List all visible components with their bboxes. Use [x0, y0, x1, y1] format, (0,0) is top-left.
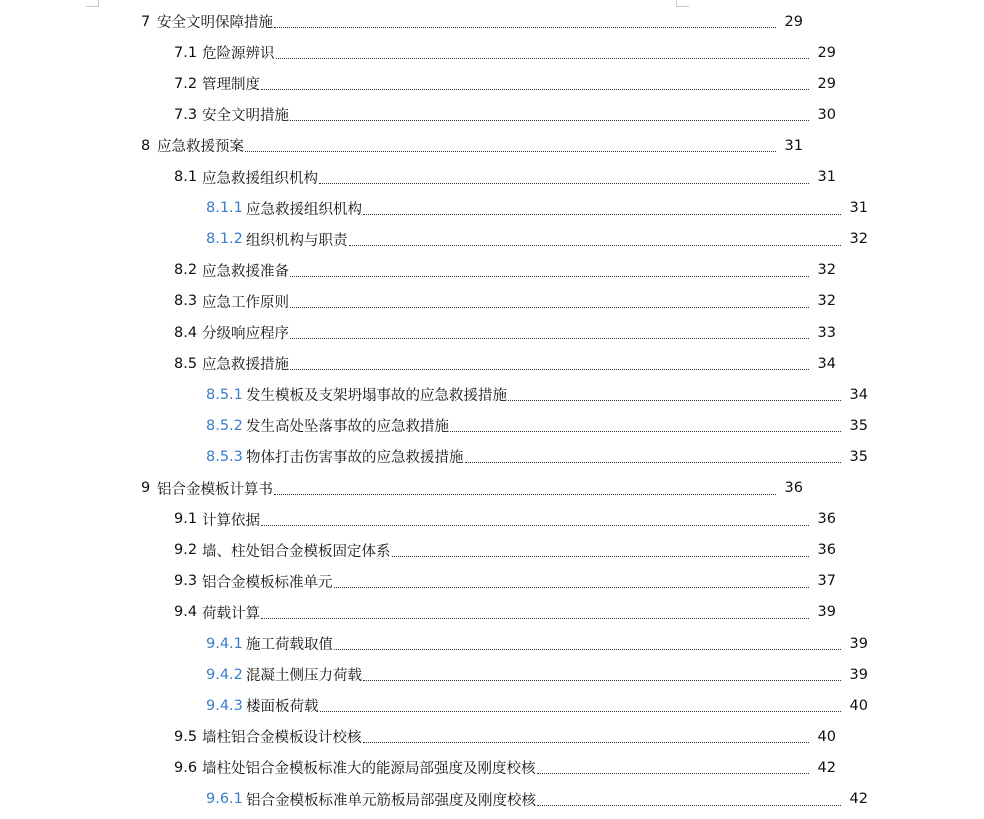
toc-entry[interactable]	[0, 690, 984, 721]
toc-entry-title: 墙柱铝合金模板设计校核	[202, 730, 362, 747]
toc-entry-title: 荷载计算	[202, 605, 260, 622]
toc-entry-page-number: 40	[849, 697, 868, 714]
toc-entry[interactable]	[0, 473, 919, 504]
toc-entry[interactable]	[0, 162, 952, 193]
toc-entry-page-number: 30	[817, 106, 836, 123]
toc-entry-title: 物体打击伤害事故的应急救援措施	[246, 450, 464, 467]
toc-entry-title: 危险源辨识	[202, 46, 275, 63]
toc-entry-page-number: 36	[784, 480, 803, 496]
toc-entry-page-number: 40	[817, 728, 836, 745]
toc-entry[interactable]	[0, 659, 984, 690]
toc-entry[interactable]	[0, 721, 952, 752]
toc-entry-page-number: 32	[817, 293, 836, 310]
toc-entry-number: 8.5.3	[206, 448, 243, 465]
toc-entry-page-number: 34	[817, 355, 836, 372]
toc-entry-page-number: 35	[849, 417, 868, 434]
toc-entry-page-number: 39	[849, 666, 868, 683]
toc-entry-number: 7	[141, 13, 151, 30]
toc-dot-leader	[334, 648, 841, 650]
toc-entry-number: 8.3	[174, 293, 198, 310]
toc-entry-title: 组织机构与职责	[246, 232, 348, 249]
toc-entry[interactable]	[0, 130, 919, 161]
toc-entry-number: 9.5	[174, 728, 198, 745]
toc-entry-title: 铝合金模板标准单元	[202, 574, 333, 591]
toc-entry-number: 9.1	[174, 511, 198, 528]
toc-entry-title: 分级响应程序	[202, 326, 289, 342]
toc-entry[interactable]	[0, 224, 984, 255]
toc-entry-page-number: 31	[849, 200, 868, 217]
toc-entry-title: 墙、柱处铝合金模板固定体系	[202, 543, 391, 560]
toc-dot-leader	[290, 119, 809, 121]
toc-entry-page-number: 32	[849, 231, 868, 248]
toc-entry-title: 应急工作原则	[202, 294, 289, 311]
toc-entry-title: 楼面板荷载	[246, 699, 319, 716]
toc-entry[interactable]	[0, 286, 952, 317]
toc-entry-number: 7.3	[174, 106, 198, 123]
toc-entry-title: 施工荷载取值	[246, 637, 333, 653]
toc-entry-number: 9.3	[174, 573, 198, 590]
toc-dot-leader	[537, 772, 810, 774]
toc-dot-leader	[320, 710, 842, 712]
toc-entry-number: 9.6	[174, 759, 198, 776]
toc-entry-number: 9.4.3	[206, 697, 243, 714]
toc-entry-page-number: 32	[817, 262, 836, 279]
toc-dot-leader	[349, 244, 842, 246]
toc-entry-title: 混凝土侧压力荷载	[246, 668, 362, 685]
toc-entry-title: 应急救援准备	[202, 263, 289, 280]
toc-dot-leader	[508, 399, 841, 401]
toc-entry[interactable]	[0, 99, 952, 130]
toc-entry-number: 8.5.1	[206, 386, 243, 403]
toc-dot-leader	[290, 306, 809, 308]
toc-entry[interactable]	[0, 628, 984, 659]
toc-entry-number: 8.1	[174, 169, 198, 185]
toc-dot-leader	[363, 213, 841, 215]
toc-entry-page-number: 36	[817, 511, 836, 528]
toc-entry-title: 计算依据	[202, 512, 260, 529]
toc-dot-leader	[465, 461, 842, 463]
toc-entry-page-number: 39	[849, 635, 868, 652]
toc-dot-leader	[537, 804, 841, 806]
toc-entry-page-number: 29	[784, 13, 803, 30]
toc-entry[interactable]	[0, 6, 919, 37]
toc-dot-leader	[363, 741, 810, 743]
toc-entry[interactable]	[0, 410, 984, 441]
toc-entry-number: 8.2	[174, 262, 198, 279]
toc-entry-number: 7.2	[174, 75, 198, 92]
toc-dot-leader	[334, 586, 810, 588]
toc-entry-number: 8.5	[174, 355, 198, 372]
toc-entry-number: 8.1.1	[206, 200, 243, 217]
toc-entry-page-number: 31	[784, 137, 803, 154]
toc-entry[interactable]	[0, 255, 952, 286]
toc-dot-leader	[274, 26, 776, 28]
toc-dot-leader	[290, 275, 809, 277]
toc-entry-number: 8.4	[174, 324, 198, 341]
toc-entry-number: 9.4.1	[206, 635, 243, 652]
toc-dot-leader	[290, 337, 809, 339]
toc-entry-title: 应急救援措施	[202, 357, 289, 374]
toc-entry-title: 发生高处坠落事故的应急救措施	[246, 419, 449, 436]
toc-entry[interactable]	[0, 379, 984, 410]
toc-entry[interactable]	[0, 597, 952, 628]
toc-entry-number: 9.6.1	[206, 791, 243, 807]
toc-dot-leader	[290, 368, 809, 370]
toc-entry-number: 8.1.2	[206, 231, 243, 248]
toc-dot-leader	[363, 679, 841, 681]
toc-entry-page-number: 34	[849, 386, 868, 403]
toc-entry-number: 9.4	[174, 604, 198, 621]
toc-entry[interactable]	[0, 348, 952, 379]
toc-entry-title: 铝合金模板标准单元筋板局部强度及刚度校核	[246, 792, 536, 809]
toc-entry[interactable]	[0, 566, 952, 597]
toc-dot-leader	[245, 150, 776, 152]
toc-entry-title: 应急救援预案	[157, 139, 244, 156]
toc-entry-page-number: 42	[817, 759, 836, 776]
toc-entry-title: 墙柱处铝合金模板标准大的能源局部强度及刚度校核	[202, 761, 536, 778]
toc-entry-number: 8.5.2	[206, 417, 243, 434]
toc-dot-leader	[450, 430, 841, 432]
toc-entry-page-number: 37	[817, 573, 836, 590]
toc-entry[interactable]	[0, 535, 952, 566]
toc-entry-number: 9	[141, 480, 151, 496]
toc-entry-page-number: 33	[817, 324, 836, 341]
toc-entry[interactable]	[0, 441, 984, 472]
toc-entry-page-number: 29	[817, 75, 836, 92]
toc-entry[interactable]	[0, 68, 952, 99]
toc-entry-number: 8	[141, 137, 151, 154]
toc-entry-title: 应急救援组织机构	[246, 201, 362, 218]
toc-dot-leader	[261, 617, 809, 619]
toc-entry-page-number: 29	[817, 44, 836, 61]
toc-entry[interactable]	[0, 784, 984, 815]
toc-dot-leader	[276, 57, 810, 59]
toc-entry-title: 安全文明措施	[202, 108, 289, 125]
toc-entry[interactable]	[0, 193, 984, 224]
toc-entry[interactable]	[0, 37, 952, 68]
toc-dot-leader	[261, 88, 809, 90]
toc-entry-page-number: 35	[849, 448, 868, 465]
toc-entry[interactable]	[0, 317, 952, 348]
toc-dot-leader	[274, 493, 776, 495]
toc-entry-page-number: 31	[817, 169, 836, 185]
toc-dot-leader	[261, 524, 809, 526]
toc-entry-title: 应急救援组织机构	[202, 170, 318, 187]
toc-entry-title: 铝合金模板计算书	[157, 481, 273, 498]
toc-dot-leader	[392, 555, 810, 557]
toc-entry[interactable]	[0, 504, 952, 535]
toc-entry-page-number: 36	[817, 542, 836, 559]
toc-dot-leader	[319, 182, 809, 184]
toc-entry-title: 安全文明保障措施	[157, 15, 273, 31]
toc-entry-number: 7.1	[174, 44, 198, 61]
toc-entry[interactable]	[0, 752, 952, 783]
toc-entry-title: 管理制度	[202, 77, 260, 94]
toc-entry-page-number: 42	[849, 791, 868, 807]
toc-entry-number: 9.4.2	[206, 666, 243, 683]
toc-entry-page-number: 39	[817, 604, 836, 621]
toc-entry-title: 发生模板及支架坍塌事故的应急救援措施	[246, 388, 507, 405]
toc-entry-number: 9.2	[174, 542, 198, 559]
